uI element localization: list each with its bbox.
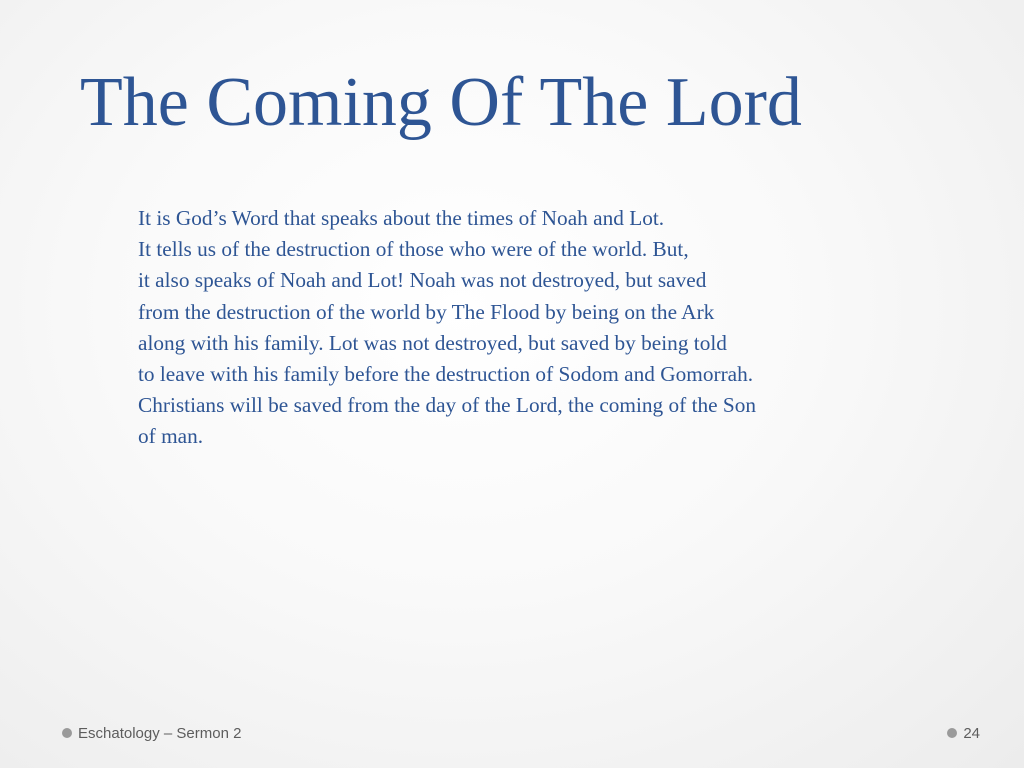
bullet-icon [62,728,72,738]
bullet-icon [947,728,957,738]
body-line: it also speaks of Noah and Lot! Noah was not destroyed, but saved [138,268,707,293]
body-line: along with his family. Lot was not destroyed, but saved by being told [138,330,727,355]
footer-text: Eschatology – Sermon 2 [78,724,242,742]
page-number: 24 [963,724,980,742]
slide-body [138,203,978,453]
body-line: Christians will be saved from the day of the Lord, the coming of the Son [138,393,757,418]
footer-right [947,722,980,744]
body-line: of man. [138,424,204,449]
body-line: from the destruction of the world by The Flood by being on the Ark [138,299,715,324]
body-line: to leave with his family before the destruction of Sodom and Gomorrah. [138,362,754,387]
footer-left [62,722,241,744]
slide-title: The Coming Of The Lord [80,64,802,141]
body-line: It tells us of the destruction of those who were of the world. But, [138,237,689,262]
body-line: It is God’s Word that speaks about the times of Noah and Lot. [138,206,665,230]
